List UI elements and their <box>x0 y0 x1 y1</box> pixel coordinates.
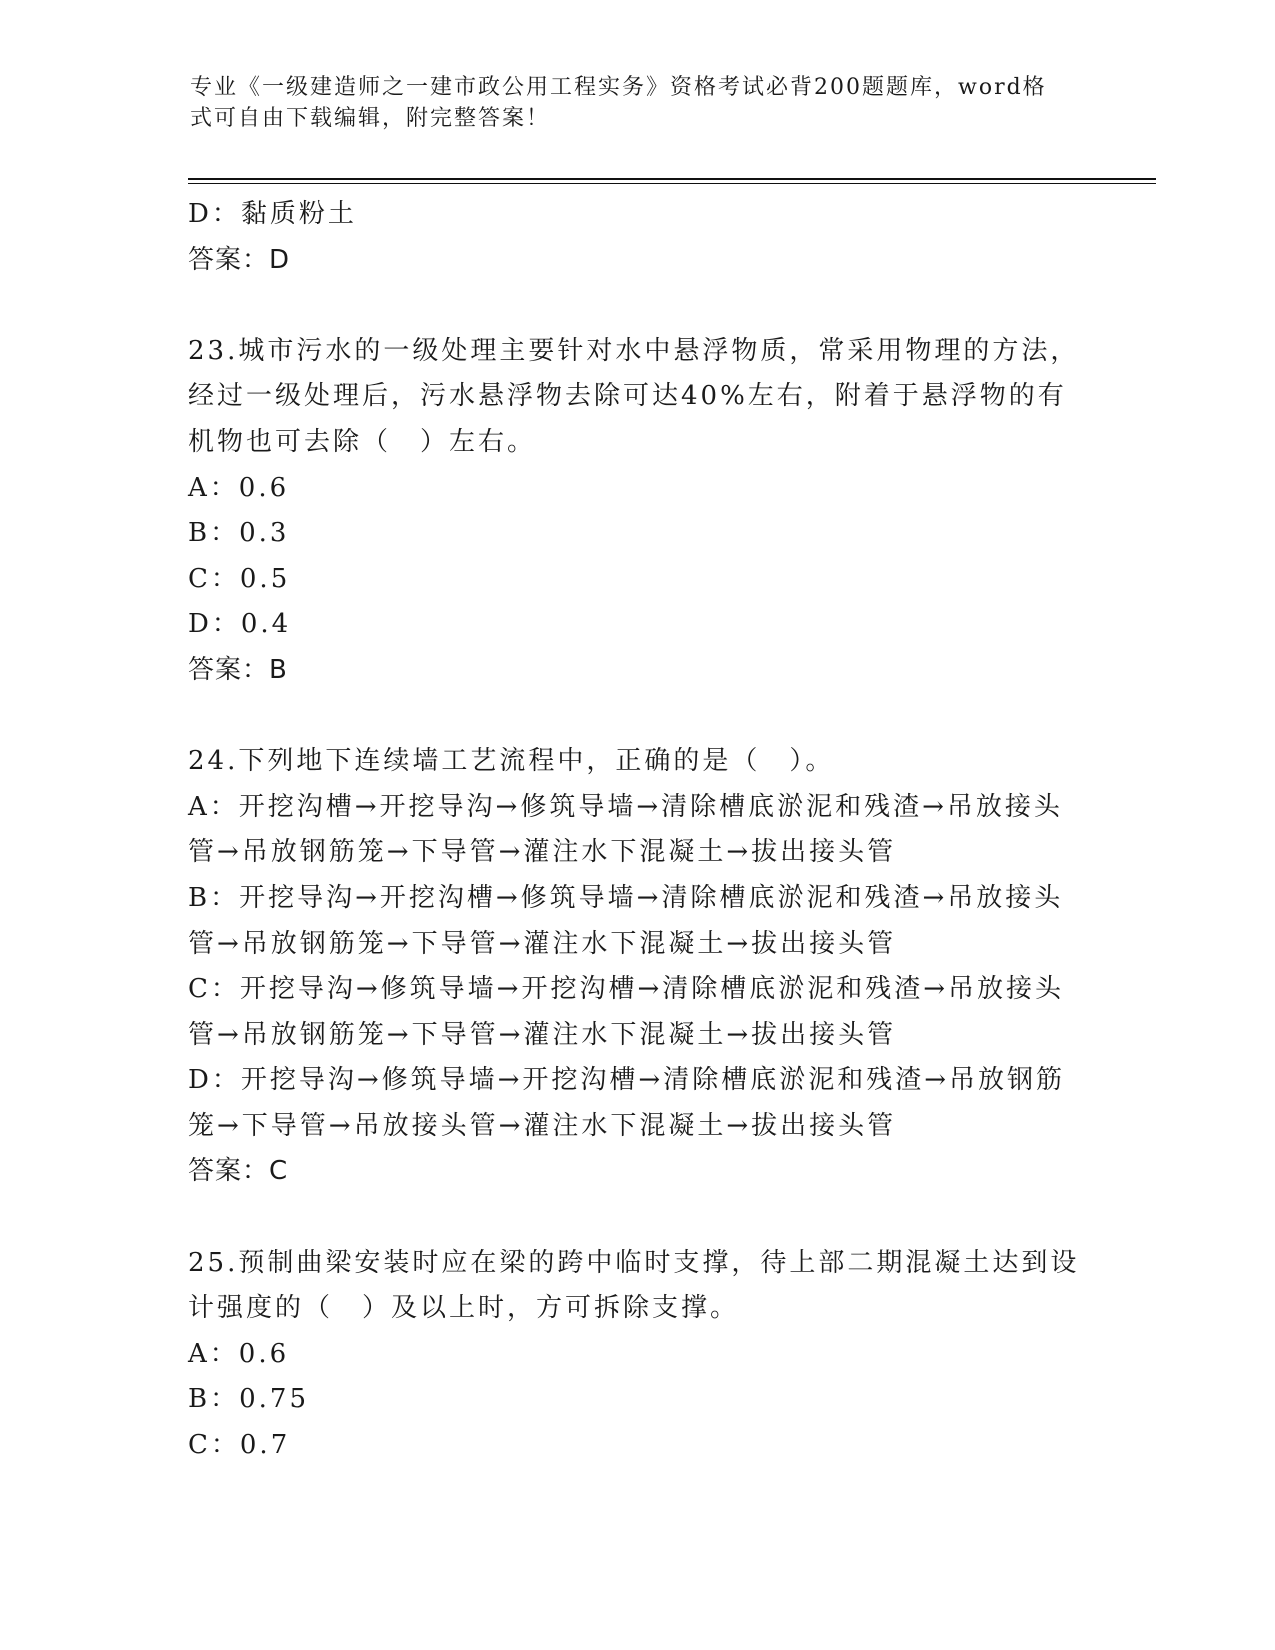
answer: 答案：C <box>188 1156 289 1187</box>
question-text-line: 经过一级处理后，污水悬浮物去除可达40%左右，附着于悬浮物的有 <box>188 381 1067 412</box>
document-body <box>188 192 1078 1469</box>
question-text-line: 25.预制曲梁安装时应在梁的跨中临时支撑，待上部二期混凝土达到设 <box>188 1247 1080 1278</box>
option-a-line-1: A：开挖沟槽→开挖导沟→修筑导墙→清除槽底淤泥和残渣→吊放接头 <box>188 791 1063 822</box>
question-text-line: 计强度的（ ）及以上时，方可拆除支撑。 <box>188 1293 740 1324</box>
option-b: B：0.75 <box>188 1384 309 1415</box>
option-c-line-1: C：开挖导沟→修筑导墙→开挖沟槽→清除槽底淤泥和残渣→吊放接头 <box>188 974 1065 1005</box>
spacer <box>188 283 1078 329</box>
option-d: D：0.4 <box>188 609 292 640</box>
header-line-2: 式可自由下载编辑，附完整答案！ <box>190 106 551 131</box>
option-d-line-1: D：开挖导沟→修筑导墙→开挖沟槽→清除槽底淤泥和残渣→吊放钢筋 <box>188 1065 1065 1096</box>
question-25 <box>188 1241 1078 1469</box>
option-c-line-2: 管→吊放钢筋笼→下导管→灌注水下混凝土→拔出接头管 <box>188 1019 897 1050</box>
question-text-line: 机物也可去除（ ）左右。 <box>188 426 537 457</box>
question-text-line: 24.下列地下连续墙工艺流程中，正确的是（ ）。 <box>188 746 835 777</box>
option-b-line-1: B：开挖导沟→开挖沟槽→修筑导墙→清除槽底淤泥和残渣→吊放接头 <box>188 882 1064 913</box>
option-b: B：0.3 <box>188 518 290 549</box>
spacer <box>188 1195 1078 1241</box>
option-a-line-2: 管→吊放钢筋笼→下导管→灌注水下混凝土→拔出接头管 <box>188 837 897 868</box>
document-header <box>190 72 1070 134</box>
option-c: C：0.5 <box>188 563 291 594</box>
question-text-line: 23.城市污水的一级处理主要针对水中悬浮物质，常采用物理的方法， <box>188 335 1080 366</box>
header-line-1: 专业《一级建造师之一建市政公用工程实务》资格考试必背200题题库，word格 <box>190 75 1047 100</box>
option-b-line-2: 管→吊放钢筋笼→下导管→灌注水下混凝土→拔出接头管 <box>188 928 897 959</box>
spacer <box>188 694 1078 740</box>
option-a: A：0.6 <box>188 472 290 503</box>
option-c: C：0.7 <box>188 1430 291 1461</box>
question-23 <box>188 329 1078 694</box>
prev-question-answer: 答案：D <box>188 244 291 275</box>
question-24 <box>188 739 1078 1195</box>
header-divider-thin <box>188 183 1156 184</box>
answer: 答案：B <box>188 654 288 685</box>
option-d-line-2: 笼→下导管→吊放接头管→灌注水下混凝土→拔出接头管 <box>188 1110 897 1141</box>
option-a: A：0.6 <box>188 1338 290 1369</box>
prev-question-option-d: D：黏质粉土 <box>188 199 357 229</box>
header-divider-thick <box>188 178 1156 180</box>
